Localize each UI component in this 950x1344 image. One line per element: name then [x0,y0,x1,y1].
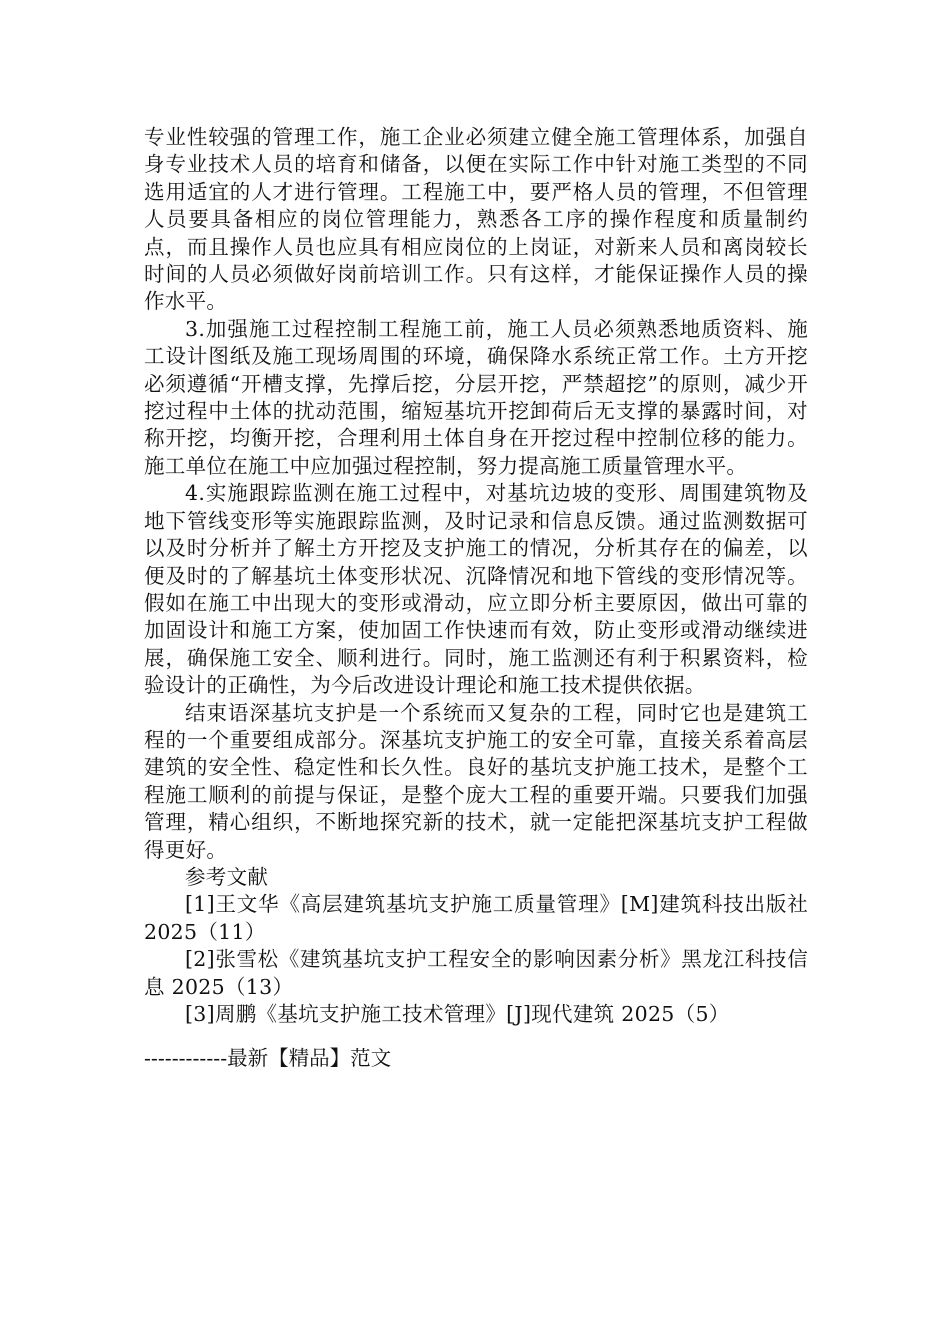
paragraph-conclusion: 结束语深基坑支护是一个系统而又复杂的工程，同时它也是建筑工程的一个重要组成部分。深基坑支护施工的安全可靠，直接关系着高层建筑的安全性、稳定性和长久性。良好的基坑支护施工技术，是整个工程施工顺利的前提与保证，是整个庞大工程的重要开端。只要我们加强管理，精心组织，不断地探究新的技术，就一定能把深基坑支护工程做得更好。 [144,700,808,862]
document-body [144,124,808,1028]
references-heading: 参考文献 [185,864,269,889]
paragraph-monitoring: 4.实施跟踪监测在施工过程中，对基坑边坡的变形、周围建筑物及地下管线变形等实施跟踪监测，及时记录和信息反馈。通过监测数据可以及时分析并了解土方开挖及支护施工的情况，分析其存在的偏差，以便及时的了解基坑土体变形状况、沉降情况和地下管线的变形情况等。假如在施工中出现大的变形或滑动，应立即分析主要原因，做出可靠的加固设计和施工方案，使加固工作快速而有效，防止变形或滑动继续进展，确保施工安全、顺利进行。同时，施工监测还有利于积累资料，检验设计的正确性，为今后改进设计理论和施工技术提供依据。 [144,481,808,698]
reference-item-1: [1]王文华《高层建筑基坑支护施工质量管理》[M]建筑科技出版社 2025（11） [144,892,808,944]
reference-item-2: [2]张雪松《建筑基坑支护工程安全的影响因素分析》黑龙江科技信息 2025（13） [144,947,808,999]
reference-item-3: [3]周鹏《基坑支护施工技术管理》[J]现代建筑 2025（5） [185,1002,730,1026]
paragraph-management-continuation: 专业性较强的管理工作，施工企业必须建立健全施工管理体系，加强自身专业技术人员的培育和储备，以便在实际工作中针对施工类型的不同选用适宜的人才进行管理。工程施工中，要严格人员的管理，不但管理人员要具备相应的岗位管理能力，熟悉各工序的操作程度和质量制约点，而且操作人员也应具有相应岗位的上岗证，对新来人员和离岗较长时间的人员必须做好岗前培训工作。只有这样，才能保证操作人员的操作水平。 [144,125,808,314]
paragraph-process-control: 3.加强施工过程控制工程施工前，施工人员必须熟悉地质资料、施工设计图纸及施工现场周围的环境，确保降水系统正常工作。土方开挖必须遵循“开槽支撑，先撑后挖，分层开挖，严禁超挖”的原则，减少开挖过程中土体的扰动范围，缩短基坑开挖卸荷后无支撑的暴露时间，对称开挖，均衡开挖，合理利用土体自身在开挖过程中控制位移的能力。施工单位在施工中应加强过程控制，努力提高施工质量管理水平。 [144,316,808,478]
footer-text: ------------最新【精品】范文 [144,1046,392,1070]
